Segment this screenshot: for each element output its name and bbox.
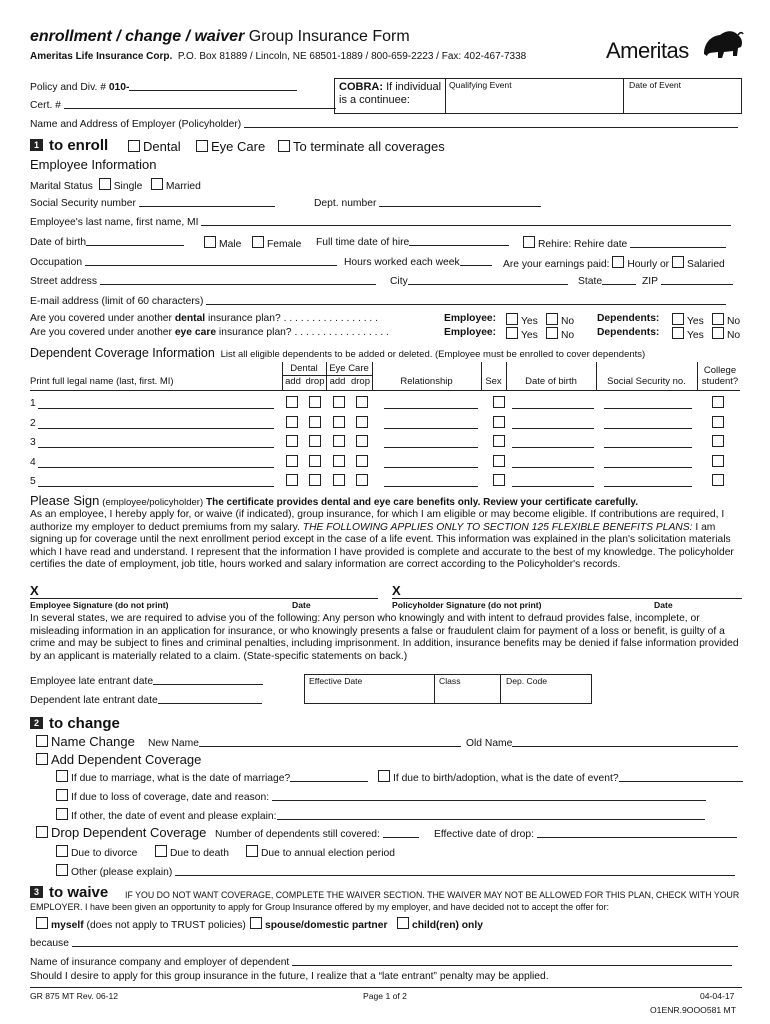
employee-late-entrant-field[interactable]: Employee late entrant date — [30, 675, 263, 688]
emp-dental-yes[interactable]: Yes — [506, 313, 538, 328]
dependent-row-number: 5 — [30, 476, 36, 487]
section-2-heading: 2 to change — [30, 715, 120, 732]
sex-checkbox[interactable] — [493, 396, 505, 408]
hours-field[interactable]: Hours worked each week — [344, 256, 492, 269]
female-checkbox[interactable]: Female — [252, 236, 301, 251]
cobra-label: COBRA: If individual — [339, 81, 442, 93]
eye-add-checkbox[interactable] — [333, 474, 345, 486]
new-name-field[interactable]: New Name — [148, 737, 461, 750]
street-address-field[interactable]: Street address — [30, 275, 376, 288]
sex-checkbox[interactable] — [493, 474, 505, 486]
dependent-ssn-input[interactable] — [604, 408, 692, 409]
rehire-field[interactable]: Rehire: Rehire date — [523, 236, 726, 251]
state-field[interactable]: State — [578, 275, 636, 288]
emp-dental-no[interactable]: No — [546, 313, 574, 328]
waive-children-checkbox[interactable]: child(ren) only — [397, 917, 483, 932]
dental-checkbox[interactable]: Dental — [128, 140, 181, 155]
dependent-dob-input[interactable] — [512, 486, 594, 487]
college-student-checkbox[interactable] — [712, 435, 724, 447]
dental-add-checkbox[interactable] — [286, 435, 298, 447]
effective-drop-date-field[interactable]: Effective date of drop: — [434, 828, 737, 841]
dependent-name-input[interactable] — [38, 428, 274, 429]
col-eye-drop: drop — [350, 376, 370, 387]
dental-add-checkbox[interactable] — [286, 416, 298, 428]
eye-add-checkbox[interactable] — [333, 416, 345, 428]
divorce-checkbox[interactable]: Due to divorce — [56, 845, 137, 860]
col-dental-header: Dental — [290, 363, 318, 374]
effective-date-field[interactable]: Effective Date — [309, 676, 363, 686]
eye-add-checkbox[interactable] — [333, 435, 345, 447]
eye-drop-checkbox[interactable] — [356, 435, 368, 447]
earnings-row: Are your earnings paid: Hourly or Salaried — [503, 256, 725, 271]
emp-eye-no[interactable]: No — [546, 327, 574, 342]
dependents-covered-field[interactable]: Number of dependents still covered: — [215, 828, 419, 841]
dep-dental-no[interactable]: No — [712, 313, 740, 328]
dental-coverage-question: Are you covered under another dental insurance plan? . . . . . . . . . . . . . . . . . — [30, 313, 379, 324]
dependent-dob-input[interactable] — [512, 467, 594, 468]
dependent-row-number: 1 — [30, 398, 36, 409]
dept-number-field[interactable]: Dept. number — [314, 197, 541, 210]
col-sex-header: Sex — [485, 376, 502, 387]
dental-drop-checkbox[interactable] — [309, 416, 321, 428]
col-student-header: student? — [701, 376, 739, 387]
other-event-checkbox[interactable]: If other, the date of event and please explain: — [56, 808, 705, 823]
drop-dependent-checkbox[interactable]: Drop Dependent Coverage — [36, 826, 206, 841]
email-field[interactable]: E-mail address (limit of 60 characters) — [30, 295, 726, 308]
employee-label-eye: Employee: — [444, 327, 497, 338]
college-student-checkbox[interactable] — [712, 416, 724, 428]
dependent-relationship-input[interactable] — [384, 467, 478, 468]
eye-coverage-question: Are you covered under another eye care insurance plan? . . . . . . . . . . . . . . . . . — [30, 327, 389, 338]
authorization-text: As an employee, I hereby apply for, or waive (if indicated), group insurance, for which I am eligible or may become eligible. If contributions are required, I authorize my employer to deduct premiums from my salary. THE FOLLOWING APPLIES ONLY TO SECTION 125 FLEXIBLE BENEFITS PLANS: I am signing up for coverage until the next enrollment period except in the case of a life event. This information was explained in the plan's solicitation materials which I have read and understand. I represent that the information I have provided is complete and accurate to the best of my knowledge. The policyholder certifies the date of employment, job title, hours worked and salary information are correct according to the Policyholder's records. — [30, 509, 734, 571]
old-name-field[interactable]: Old Name — [466, 737, 738, 750]
other-explain-checkbox[interactable]: Other (please explain) — [56, 864, 735, 879]
dep-eye-no[interactable]: No — [712, 327, 740, 342]
dependent-ssn-input[interactable] — [604, 447, 692, 448]
class-field[interactable]: Class — [439, 676, 461, 686]
employee-name-field[interactable]: Employee's last name, first name, MI — [30, 216, 731, 229]
dental-drop-checkbox[interactable] — [309, 435, 321, 447]
dep-eye-yes[interactable]: Yes — [672, 327, 704, 342]
employee-date-label: Date — [292, 600, 311, 610]
name-change-checkbox[interactable]: Name Change — [36, 735, 135, 750]
terminate-checkbox[interactable]: To terminate all coverages — [278, 140, 445, 155]
dependent-ssn-input[interactable] — [604, 486, 692, 487]
eye-add-checkbox[interactable] — [333, 455, 345, 467]
employee-signature-line[interactable] — [30, 598, 378, 599]
col-dental-add: add — [285, 376, 301, 387]
policyholder-signature-line[interactable] — [392, 598, 742, 599]
eye-add-checkbox[interactable] — [333, 396, 345, 408]
zip-field[interactable]: ZIP — [642, 275, 733, 288]
dependent-late-entrant-field[interactable]: Dependent late entrant date — [30, 694, 262, 707]
occupation-field[interactable]: Occupation — [30, 256, 337, 269]
dental-drop-checkbox[interactable] — [309, 474, 321, 486]
dental-add-checkbox[interactable] — [286, 396, 298, 408]
dependent-relationship-input[interactable] — [384, 447, 478, 448]
insurer-field[interactable]: Name of insurance company and employer of dependent — [30, 956, 732, 969]
loss-of-coverage-checkbox[interactable]: If due to loss of coverage, date and reason: — [56, 789, 706, 804]
add-dependent-checkbox[interactable]: Add Dependent Coverage — [36, 753, 201, 768]
company-line: Ameritas Life Insurance Corp. P.O. Box 81889 / Lincoln, NE 68501-1889 / 800-659-2223 / Fax: 402-467-7338 — [30, 51, 527, 62]
qualifying-event-field[interactable]: Qualifying Event — [449, 80, 512, 90]
col-eye-add: add — [329, 376, 346, 387]
col-relationship-header: Relationship — [400, 376, 453, 387]
please-sign-heading: Please Sign (employee/policyholder) The certificate provides dental and eye care benefits only. Review your certificate carefully. — [30, 493, 639, 508]
emp-eye-yes[interactable]: Yes — [506, 327, 538, 342]
because-field[interactable]: because — [30, 937, 738, 950]
dependent-relationship-input[interactable] — [384, 428, 478, 429]
waive-spouse-checkbox[interactable]: spouse/domestic partner — [250, 917, 387, 932]
college-student-checkbox[interactable] — [712, 455, 724, 467]
dental-drop-checkbox[interactable] — [309, 396, 321, 408]
dental-add-checkbox[interactable] — [286, 474, 298, 486]
ameritas-logo: Ameritas — [606, 38, 689, 63]
employee-information-heading: Employee Information — [30, 157, 157, 172]
dependent-row-number: 4 — [30, 456, 36, 468]
col-ssn-header: Social Security no. — [607, 376, 686, 387]
page-number: Page 1 of 2 — [363, 991, 407, 1001]
dep-dental-yes[interactable]: Yes — [672, 313, 704, 328]
employee-x: X — [30, 583, 39, 598]
dental-drop-checkbox[interactable] — [309, 455, 321, 467]
dependent-row-number: 3 — [30, 437, 36, 448]
employer-name-field[interactable]: Name and Address of Employer (Policyholder) — [30, 118, 738, 131]
city-field[interactable]: City — [390, 275, 568, 288]
col-dob-header: Date of birth — [525, 376, 577, 387]
policyholder-x: X — [392, 583, 401, 598]
dependent-ssn-input[interactable] — [604, 428, 692, 429]
dependents-label-eye: Dependents: — [597, 327, 660, 338]
college-student-checkbox[interactable] — [712, 474, 724, 486]
salaried-checkbox[interactable]: Salaried — [672, 259, 725, 270]
bison-icon — [700, 26, 745, 62]
hire-date-field[interactable]: Full time date of hire — [316, 236, 509, 249]
marital-status-row: Marital Status Single Married — [30, 178, 201, 193]
marriage-checkbox[interactable]: If due to marriage, what is the date of marriage? — [56, 770, 368, 785]
dependent-row-number: 2 — [30, 417, 36, 429]
sex-checkbox[interactable] — [493, 416, 505, 428]
waiver-line-2: EMPLOYER. I have been given an opportunity to apply for Group Insurance offered by my employer, and have decided not to accept the offer for: — [30, 902, 610, 912]
waive-myself-checkbox[interactable]: myself (does not apply to TRUST policies) — [36, 917, 246, 932]
date-of-event-field[interactable]: Date of Event — [629, 80, 682, 90]
employee-label-dental: Employee: — [444, 313, 497, 324]
employee-signature-label: Employee Signature (do not print) — [30, 600, 169, 610]
dependent-relationship-input[interactable] — [384, 486, 478, 487]
ssn-field[interactable]: Social Security number — [30, 197, 275, 210]
dependent-relationship-input[interactable] — [384, 408, 478, 409]
policyholder-signature-label: Policyholder Signature (do not print) — [392, 600, 542, 610]
col-name-header: Print full legal name (last, first. MI) — [30, 376, 174, 387]
sex-checkbox[interactable] — [493, 435, 505, 447]
dependent-dob-input[interactable] — [512, 408, 594, 409]
form-number: GR 875 MT Rev. 06-12 — [30, 991, 119, 1001]
hourly-checkbox[interactable]: Hourly or — [612, 259, 669, 270]
eye-drop-checkbox[interactable] — [356, 474, 368, 486]
dob-field[interactable]: Date of birth — [30, 236, 184, 249]
dep-code-field[interactable]: Dep. Code — [506, 676, 548, 686]
dependents-label-dental: Dependents: — [597, 313, 660, 324]
policyholder-date-label: Date — [654, 600, 673, 610]
dependent-name-input[interactable] — [38, 408, 274, 409]
death-checkbox[interactable]: Due to death — [155, 845, 229, 860]
cert-number-field[interactable]: Cert. # — [30, 99, 336, 112]
col-college-header: College — [703, 365, 737, 376]
dependent-name-input[interactable] — [38, 467, 274, 468]
section-3-heading: 3 to waive — [30, 884, 108, 901]
waiver-caps-text: IF YOU DO NOT WANT COVERAGE, COMPLETE THE WAIVER SECTION. THE WAIVER MAY NOT BE ALLOWED FOR THIS PLAN, CHECK WITH YOUR — [125, 890, 740, 900]
col-eye-header: Eye Care — [329, 363, 369, 374]
dependent-coverage-heading: Dependent Coverage Information List all eligible dependents to be added or deleted. (Employee must be enrolled to cover dependents) — [30, 346, 646, 360]
sex-checkbox[interactable] — [493, 455, 505, 467]
birth-checkbox[interactable]: If due to birth/adoption, what is the date of event? — [378, 770, 743, 785]
late-entrant-notice: Should I desire to apply for this group insurance in the future, I realize that a “late entrant” penalty may be applied. — [30, 971, 549, 982]
eye-drop-checkbox[interactable] — [356, 396, 368, 408]
male-checkbox[interactable]: Male — [204, 236, 241, 251]
cobra-label-2: is a continuee: — [339, 94, 410, 106]
footer-code: O1ENR.9OOO581 MT — [650, 1005, 736, 1015]
eye-care-checkbox[interactable]: Eye Care — [196, 140, 265, 155]
eye-drop-checkbox[interactable] — [356, 416, 368, 428]
dental-add-checkbox[interactable] — [286, 455, 298, 467]
dependent-name-input[interactable] — [38, 447, 274, 448]
college-student-checkbox[interactable] — [712, 396, 724, 408]
dependent-dob-input[interactable] — [512, 428, 594, 429]
annual-election-checkbox[interactable]: Due to annual election period — [246, 845, 395, 860]
eye-drop-checkbox[interactable] — [356, 455, 368, 467]
policy-number-field[interactable]: Policy and Div. # 010- — [30, 81, 297, 94]
dependent-name-input[interactable] — [38, 486, 274, 487]
section-1-heading: 1 to enroll — [30, 137, 108, 154]
col-dental-drop: drop — [305, 376, 325, 387]
fraud-warning: In several states, we are required to advise you of the following: Any person who knowingly and with intent to defraud provides false, incomplete, or misleading information in an application for insurance, or who knowingly presents a false or fraudulent claim for payment of a loss or benefit, is guilty of a crime and may be subject to fines and criminal penalties, including imprisonment. In addition, insurance benefits may be denied if false information provided by an applicant is materially related to a claim. (State-specific statements on back.) — [30, 613, 739, 662]
dependent-ssn-input[interactable] — [604, 467, 692, 468]
single-checkbox[interactable]: Single — [99, 181, 143, 192]
form-title: enrollment / change / waiver Group Insurance Form — [30, 28, 410, 45]
married-checkbox[interactable]: Married — [151, 181, 201, 192]
footer-date: 04-04-17 — [700, 991, 735, 1001]
dependent-dob-input[interactable] — [512, 447, 594, 448]
